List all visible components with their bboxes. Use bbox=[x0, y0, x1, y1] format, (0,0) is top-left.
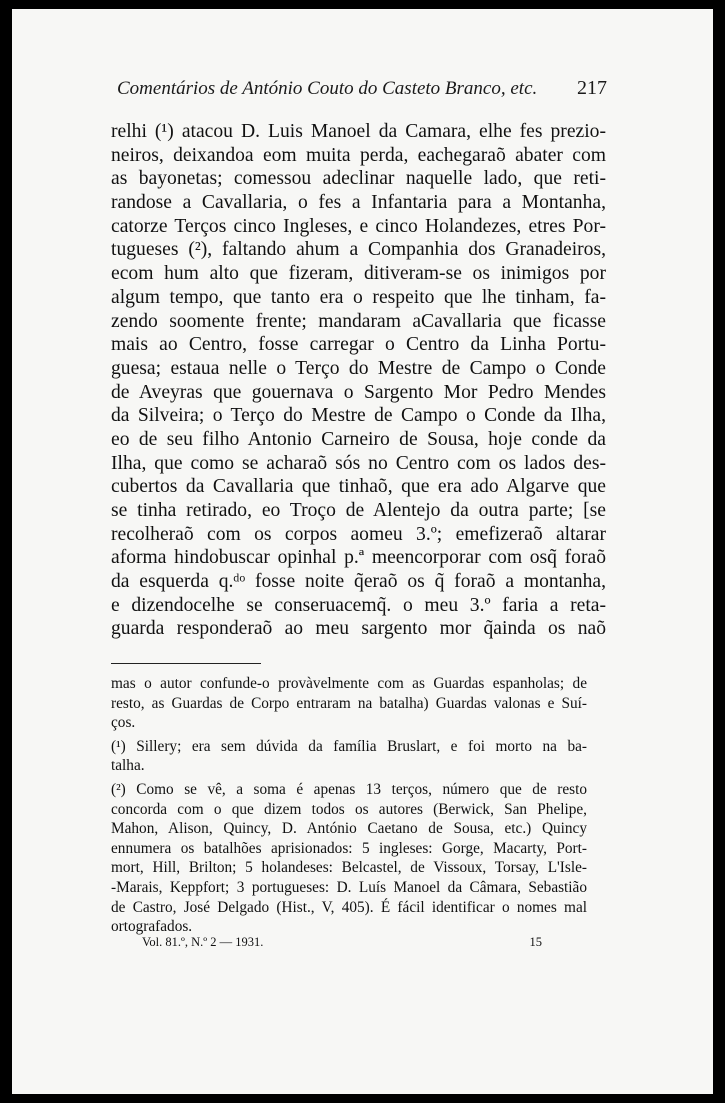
footnote-line: ennumera os batalhões aprisionados: 5 ingleses: Gorge, Macarty, Port- bbox=[111, 839, 587, 857]
text-line: relhi (¹) atacou D. Luis Manoel da Camara, elhe fes prezio- bbox=[111, 121, 606, 142]
text-line: tugueses (²), faltando ahum a Companhia dos Granadeiros, bbox=[111, 239, 606, 261]
text-line: se tinha retirado, eo Troço de Alentejo da outra parte; [se bbox=[111, 500, 606, 521]
footnote-rule bbox=[111, 663, 261, 664]
text-line: guarda responderaõ ao meu sargento mor q̃ainda os naõ bbox=[111, 618, 606, 640]
text-line: recolheraõ com os corpos aomeu 3.º; emefizeraõ altarar bbox=[111, 523, 606, 545]
text-line: guesa; estaua nelle o Terço do Mestre de Campo o Conde bbox=[111, 357, 606, 379]
sheet-number: 15 bbox=[529, 935, 542, 949]
volume-info: Vol. 81.º, N.º 2 — 1931. bbox=[142, 935, 264, 949]
footnote-2 bbox=[111, 780, 587, 937]
footnote-line: (¹) Sillery; era sem dúvida da família Bruslart, e foi morto na ba- bbox=[111, 737, 587, 755]
text-line: da Silveira; o Terço do Mestre de Campo o Conde da Ilha, bbox=[111, 405, 606, 427]
text-line: algum tempo, que tanto era o respeito que lhe tinham, fa- bbox=[111, 286, 606, 308]
footnote-line: concorda com o que dizem todos os autores (Berwick, San Phelipe, bbox=[111, 800, 587, 818]
text-line: aforma hindobuscar opinhal p.ª meencorporar com osq̃ foraõ bbox=[111, 547, 606, 569]
text-line: cubertos da Cavallaria que tinhaõ, que era ado Algarve que bbox=[111, 476, 606, 498]
footnote-line: de Castro, José Delgado (Hist., V, 405). É fácil identificar o nomes mal bbox=[111, 898, 587, 916]
page-footer bbox=[142, 935, 542, 950]
text-line: eo de seu filho Antonio Carneiro de Sousa, hoje conde da bbox=[111, 428, 606, 450]
footnote-line: resto, as Guardas de Corpo entraram na batalha) Guardas valonas e Suí- bbox=[111, 694, 587, 712]
footnote-continuation bbox=[111, 674, 587, 733]
text-line: as bayonetas; comessou adeclinar naquelle lado, que reti- bbox=[111, 168, 606, 190]
text-line: catorze Terços cinco Ingleses, e cinco Holandezes, etres Por- bbox=[111, 215, 606, 237]
footnote-line: mort, Hill, Brilton; 5 holandeses: Belcastel, de Vissoux, Torsay, L'Isle- bbox=[111, 859, 587, 877]
footnote-line: ços. bbox=[111, 714, 136, 732]
footnote-line: ortografados. bbox=[111, 918, 193, 936]
text-line: ecom hum alto que fizeram, ditiveram-se os inimigos por bbox=[111, 263, 606, 285]
footnote-line: -Marais, Keppfort; 3 portugueses: D. Luís Manoel da Câmara, Sebastião bbox=[111, 878, 587, 896]
main-text-block bbox=[111, 120, 606, 641]
text-line: neiros, deixandoa eom muita perda, eachegaraõ abater com bbox=[111, 144, 606, 166]
text-line: e dizendocelhe se conseruacemq̃. o meu 3.º faria a reta- bbox=[111, 594, 606, 616]
page-number: 217 bbox=[577, 77, 607, 99]
text-line: zendo soomente frente; mandaram aCavallaria que ficasse bbox=[111, 310, 606, 332]
text-line: de Aveyras que gouernava o Sargento Mor Pedro Mendes bbox=[111, 381, 606, 403]
footnote-line: talha. bbox=[111, 757, 145, 775]
footnote-line: mas o autor confunde-o provàvelmente com as Guardas espanholas; de bbox=[111, 675, 587, 692]
text-line: randose a Cavallaria, o fes a Infantaria para a Montanha, bbox=[111, 192, 606, 214]
text-line: mais ao Centro, fosse carregar o Centro da Linha Portu- bbox=[111, 334, 606, 356]
footnote-line: (²) Como se vê, a soma é apenas 13 terços, número que de resto bbox=[111, 780, 587, 798]
text-line: da esquerda q.ᵈᵒ fosse noite q̃eraõ os q̃ foraõ a montanha, bbox=[111, 571, 606, 593]
running-title: Comentários de António Couto do Casteto Branco, etc. bbox=[117, 78, 538, 99]
document-page bbox=[12, 9, 713, 1094]
footnotes-block bbox=[111, 674, 587, 937]
running-header bbox=[117, 77, 607, 107]
footnote-line: Mahon, Alison, Quincy, D. António Caetano de Sousa, etc.) Quincy bbox=[111, 820, 587, 838]
footnote-1 bbox=[111, 737, 587, 776]
text-line: Ilha, que como se acharaõ sós no Centro com os lados des- bbox=[111, 452, 606, 474]
